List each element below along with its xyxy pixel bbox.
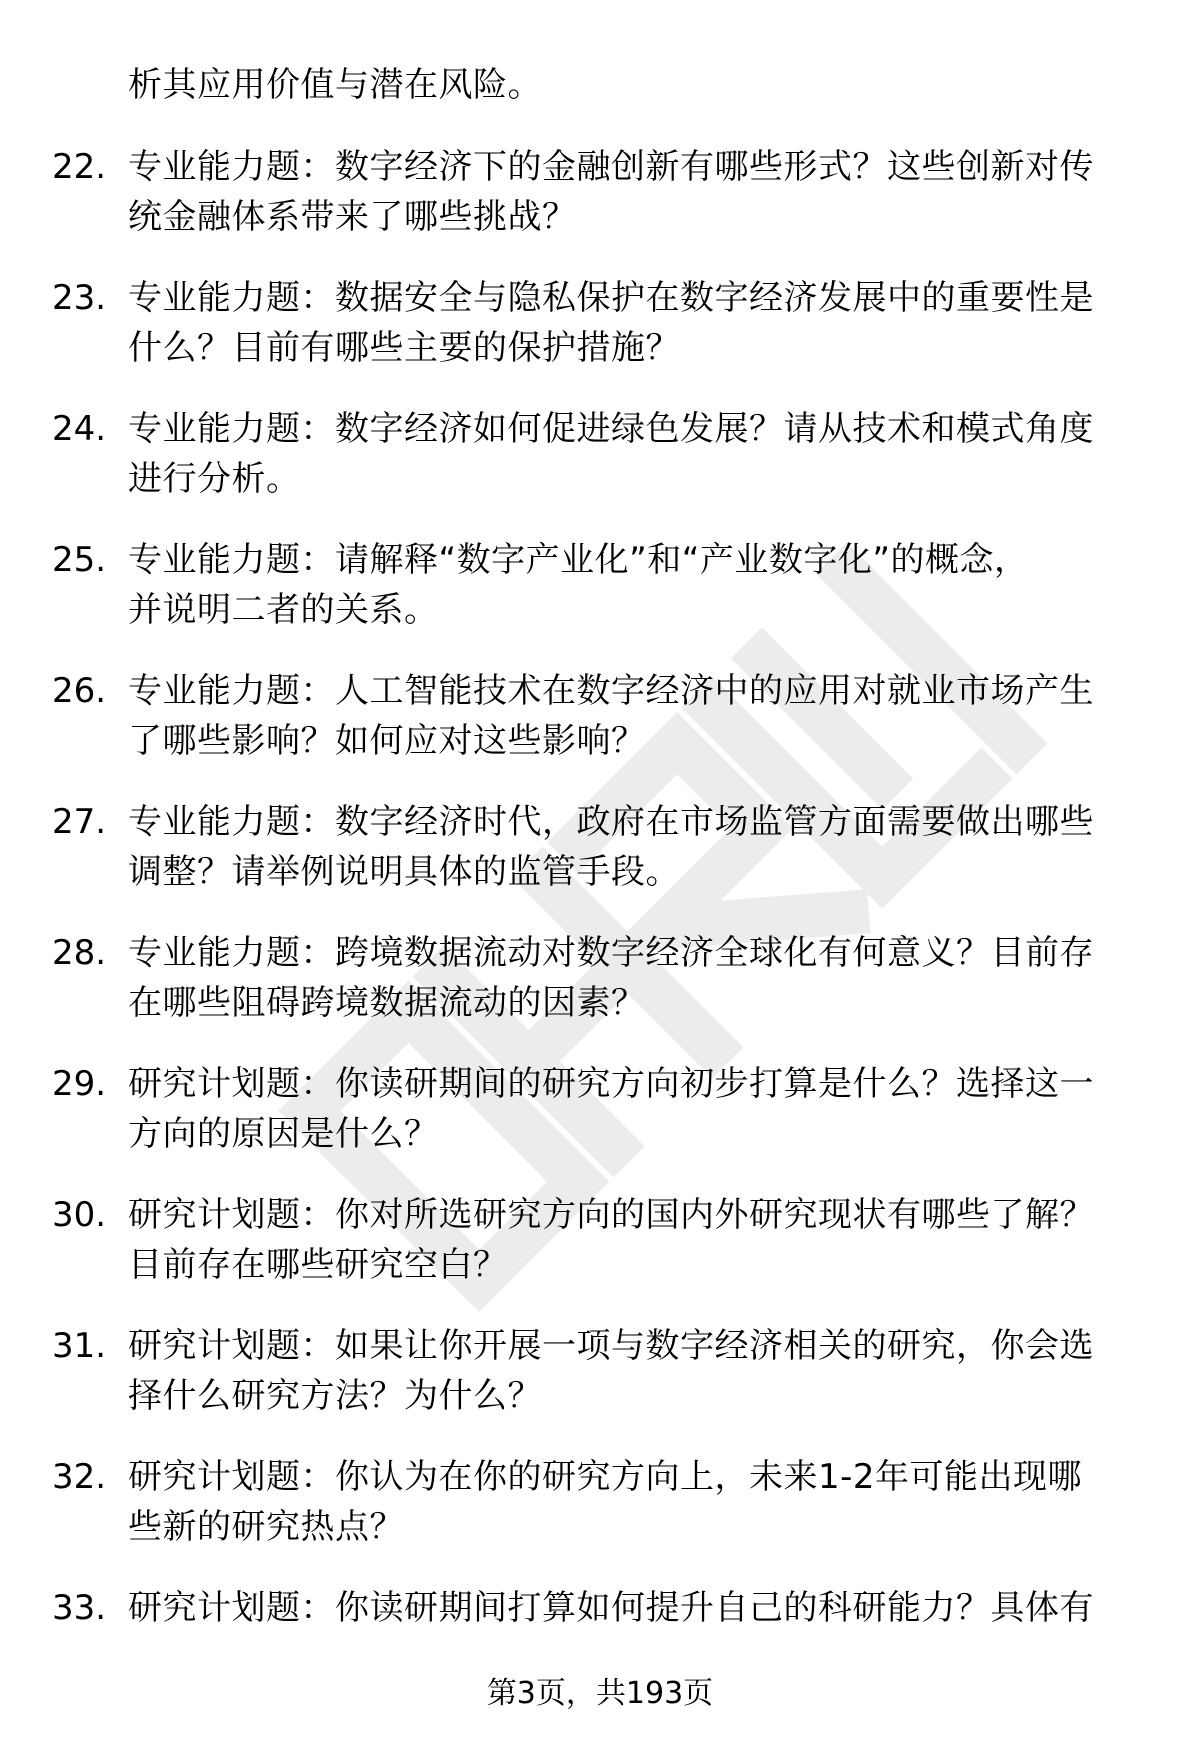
question-text (128, 1452, 1138, 1552)
question-number: 26. (52, 671, 107, 711)
question-text-line: 专业能力题：数字经济如何促进绿色发展？请从技术和模式角度 (128, 409, 1094, 449)
question-text-line: 目前存在哪些研究空白？ (128, 1245, 508, 1285)
question-item (0, 797, 1200, 928)
question-item (0, 404, 1200, 535)
question-number: 25. (52, 540, 107, 580)
page-number-footer: 第3页，共193页 (486, 1676, 714, 1711)
question-text-line: 专业能力题：人工智能技术在数字经济中的应用对就业市场产生 (128, 671, 1094, 711)
question-text-line: 在哪些阻碍跨境数据流动的因素？ (128, 983, 646, 1023)
question-text (128, 1059, 1138, 1159)
question-text-line: 调整？请举例说明具体的监管手段。 (128, 852, 680, 892)
question-text (128, 1190, 1138, 1290)
question-number: 23. (52, 278, 107, 318)
question-text (128, 666, 1138, 766)
question-text-line: 专业能力题：数据安全与隐私保护在数字经济发展中的重要性是 (128, 278, 1094, 318)
question-text-line: 研究计划题：你读研期间打算如何提升自己的科研能力？具体有 (128, 1588, 1094, 1628)
question-number: 33. (52, 1588, 107, 1628)
question-item (0, 273, 1200, 404)
question-number: 28. (52, 933, 107, 973)
question-text-line: 研究计划题：你认为在你的研究方向上，未来1-2年可能出现哪 (128, 1457, 1083, 1497)
question-number: 24. (52, 409, 107, 449)
question-item (0, 1059, 1200, 1190)
question-number: 31. (52, 1326, 107, 1366)
question-number: 27. (52, 802, 107, 842)
question-text (128, 1321, 1138, 1421)
question-text-line: 择什么研究方法？为什么？ (128, 1376, 542, 1416)
question-item (0, 1452, 1200, 1583)
question-text (128, 535, 1138, 635)
question-text-line: 研究计划题：你读研期间的研究方向初步打算是什么？选择这一 (128, 1064, 1094, 1104)
question-item (0, 1321, 1200, 1452)
question-item (0, 928, 1200, 1059)
question-text (128, 273, 1138, 373)
question-list (0, 142, 1200, 1714)
question-text-line: 研究计划题：如果让你开展一项与数字经济相关的研究，你会选 (128, 1326, 1094, 1366)
question-item (0, 1190, 1200, 1321)
question-text (128, 404, 1138, 504)
question-item (0, 535, 1200, 666)
question-text (128, 1583, 1138, 1633)
question-text-line: 统金融体系带来了哪些挑战？ (128, 197, 577, 237)
question-21-continuation: 析其应用价值与潜在风险。 (128, 65, 542, 105)
question-text-line: 专业能力题：请解释“数字产业化”和“产业数字化”的概念， (128, 540, 1029, 580)
question-number: 22. (52, 147, 107, 187)
question-text-line: 了哪些影响？如何应对这些影响？ (128, 721, 646, 761)
question-text-line: 并说明二者的关系。 (128, 590, 439, 630)
question-text-line: 些新的研究热点？ (128, 1507, 404, 1547)
question-text (128, 928, 1138, 1028)
question-text-line: 方向的原因是什么？ (128, 1114, 439, 1154)
question-item (0, 142, 1200, 273)
question-number: 29. (52, 1064, 107, 1104)
question-text-line: 研究计划题：你对所选研究方向的国内外研究现状有哪些了解？ (128, 1195, 1094, 1235)
question-text-line: 进行分析。 (128, 459, 301, 499)
question-item (0, 666, 1200, 797)
question-number: 32. (52, 1457, 107, 1497)
question-number: 30. (52, 1195, 107, 1235)
question-text (128, 797, 1138, 897)
question-text-line: 专业能力题：数字经济时代，政府在市场监管方面需要做出哪些 (128, 802, 1094, 842)
question-text-line: 专业能力题：跨境数据流动对数字经济全球化有何意义？目前存 (128, 933, 1094, 973)
question-text (128, 142, 1138, 242)
question-text-line: 什么？目前有哪些主要的保护措施？ (128, 328, 680, 368)
question-text-line: 专业能力题：数字经济下的金融创新有哪些形式？这些创新对传 (128, 147, 1094, 187)
